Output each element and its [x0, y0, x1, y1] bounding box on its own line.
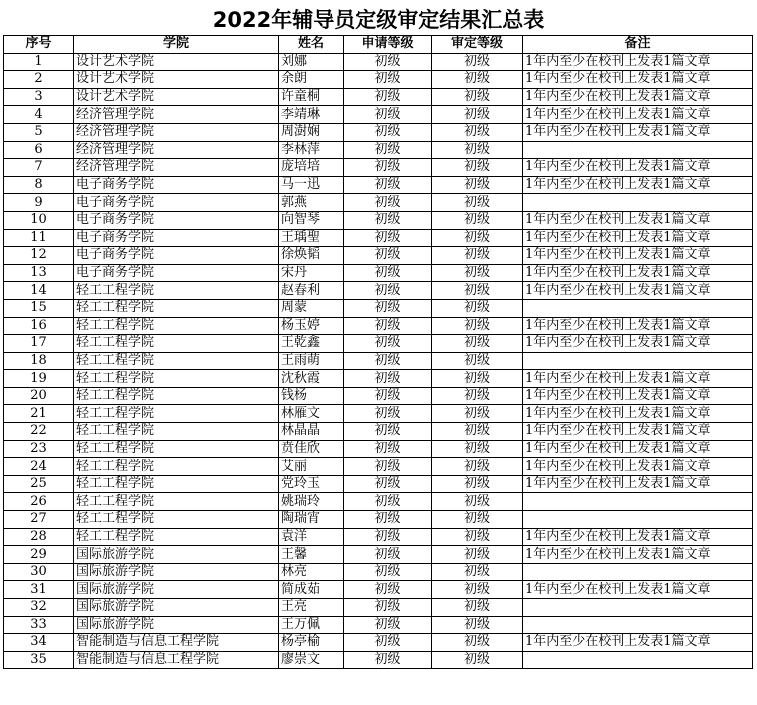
cell-no: 9	[4, 194, 74, 212]
cell-college: 电子商务学院	[74, 211, 279, 229]
table-row	[4, 106, 753, 124]
cell-college: 国际旅游学院	[74, 546, 279, 564]
cell-note	[523, 141, 753, 159]
cell-no: 19	[4, 370, 74, 388]
cell-apply-level: 初级	[344, 176, 432, 194]
cell-name: 姚瑞玲	[279, 493, 344, 511]
cell-note: 1年内至少在校刊上发表1篇文章	[523, 423, 753, 441]
cell-note	[523, 194, 753, 212]
cell-result-level: 初级	[432, 440, 523, 458]
cell-result-level: 初级	[432, 599, 523, 617]
table-row	[4, 563, 753, 581]
cell-apply-level: 初级	[344, 387, 432, 405]
cell-no: 3	[4, 88, 74, 106]
cell-note: 1年内至少在校刊上发表1篇文章	[523, 440, 753, 458]
table-row	[4, 352, 753, 370]
cell-result-level: 初级	[432, 387, 523, 405]
cell-name: 周蒙	[279, 299, 344, 317]
cell-name: 林亮	[279, 563, 344, 581]
cell-name: 简成茹	[279, 581, 344, 599]
cell-apply-level: 初级	[344, 159, 432, 177]
cell-note: 1年内至少在校刊上发表1篇文章	[523, 475, 753, 493]
cell-result-level: 初级	[432, 106, 523, 124]
cell-note: 1年内至少在校刊上发表1篇文章	[523, 264, 753, 282]
cell-result-level: 初级	[432, 335, 523, 353]
cell-no: 6	[4, 141, 74, 159]
cell-no: 12	[4, 247, 74, 265]
table-row	[4, 423, 753, 441]
table-row	[4, 176, 753, 194]
table-row	[4, 616, 753, 634]
cell-note: 1年内至少在校刊上发表1篇文章	[523, 634, 753, 652]
cell-college: 国际旅游学院	[74, 599, 279, 617]
cell-name: 马一迅	[279, 176, 344, 194]
cell-result-level: 初级	[432, 176, 523, 194]
cell-name: 王乾鑫	[279, 335, 344, 353]
cell-college: 国际旅游学院	[74, 581, 279, 599]
cell-result-level: 初级	[432, 53, 523, 71]
cell-result-level: 初级	[432, 88, 523, 106]
cell-college: 国际旅游学院	[74, 563, 279, 581]
cell-apply-level: 初级	[344, 458, 432, 476]
cell-name: 党玲玉	[279, 475, 344, 493]
table-row	[4, 370, 753, 388]
cell-no: 23	[4, 440, 74, 458]
cell-result-level: 初级	[432, 352, 523, 370]
cell-college: 轻工工程学院	[74, 317, 279, 335]
cell-apply-level: 初级	[344, 71, 432, 89]
cell-name: 沈秋霞	[279, 370, 344, 388]
cell-no: 34	[4, 634, 74, 652]
cell-note	[523, 352, 753, 370]
cell-no: 7	[4, 159, 74, 177]
cell-college: 轻工工程学院	[74, 352, 279, 370]
cell-apply-level: 初级	[344, 581, 432, 599]
cell-name: 王亮	[279, 599, 344, 617]
table-row	[4, 528, 753, 546]
cell-result-level: 初级	[432, 282, 523, 300]
cell-result-level: 初级	[432, 651, 523, 669]
cell-college: 轻工工程学院	[74, 528, 279, 546]
cell-apply-level: 初级	[344, 563, 432, 581]
cell-note: 1年内至少在校刊上发表1篇文章	[523, 53, 753, 71]
cell-apply-level: 初级	[344, 475, 432, 493]
cell-college: 电子商务学院	[74, 194, 279, 212]
cell-college: 轻工工程学院	[74, 493, 279, 511]
header-note: 备注	[523, 36, 753, 54]
cell-apply-level: 初级	[344, 423, 432, 441]
table-row	[4, 123, 753, 141]
cell-result-level: 初级	[432, 493, 523, 511]
cell-college: 轻工工程学院	[74, 299, 279, 317]
cell-college: 轻工工程学院	[74, 387, 279, 405]
cell-note: 1年内至少在校刊上发表1篇文章	[523, 317, 753, 335]
table-row	[4, 88, 753, 106]
cell-no: 1	[4, 53, 74, 71]
cell-note: 1年内至少在校刊上发表1篇文章	[523, 211, 753, 229]
cell-apply-level: 初级	[344, 616, 432, 634]
cell-college: 经济管理学院	[74, 141, 279, 159]
cell-apply-level: 初级	[344, 264, 432, 282]
table-row	[4, 247, 753, 265]
cell-apply-level: 初级	[344, 546, 432, 564]
cell-result-level: 初级	[432, 229, 523, 247]
cell-no: 28	[4, 528, 74, 546]
cell-note: 1年内至少在校刊上发表1篇文章	[523, 405, 753, 423]
cell-note: 1年内至少在校刊上发表1篇文章	[523, 229, 753, 247]
table-row	[4, 440, 753, 458]
cell-no: 2	[4, 71, 74, 89]
cell-college: 电子商务学院	[74, 176, 279, 194]
cell-apply-level: 初级	[344, 511, 432, 529]
results-table	[3, 35, 753, 669]
cell-no: 35	[4, 651, 74, 669]
cell-note: 1年内至少在校刊上发表1篇文章	[523, 528, 753, 546]
cell-result-level: 初级	[432, 317, 523, 335]
cell-college: 电子商务学院	[74, 229, 279, 247]
cell-name: 林晶晶	[279, 423, 344, 441]
table-row	[4, 458, 753, 476]
cell-apply-level: 初级	[344, 299, 432, 317]
header-college: 学院	[74, 36, 279, 54]
cell-note: 1年内至少在校刊上发表1篇文章	[523, 71, 753, 89]
cell-college: 轻工工程学院	[74, 282, 279, 300]
cell-note	[523, 563, 753, 581]
cell-note: 1年内至少在校刊上发表1篇文章	[523, 546, 753, 564]
header-name: 姓名	[279, 36, 344, 54]
cell-no: 22	[4, 423, 74, 441]
cell-apply-level: 初级	[344, 352, 432, 370]
table-row	[4, 194, 753, 212]
cell-college: 轻工工程学院	[74, 335, 279, 353]
page-title: 2022年辅导员定级审定结果汇总表	[212, 8, 545, 32]
cell-no: 8	[4, 176, 74, 194]
cell-college: 智能制造与信息工程学院	[74, 634, 279, 652]
cell-apply-level: 初级	[344, 405, 432, 423]
cell-apply-level: 初级	[344, 123, 432, 141]
cell-no: 26	[4, 493, 74, 511]
cell-name: 王万佩	[279, 616, 344, 634]
cell-name: 李靖琳	[279, 106, 344, 124]
cell-college: 经济管理学院	[74, 123, 279, 141]
cell-name: 袁洋	[279, 528, 344, 546]
cell-college: 设计艺术学院	[74, 71, 279, 89]
cell-college: 轻工工程学院	[74, 458, 279, 476]
cell-no: 21	[4, 405, 74, 423]
cell-college: 轻工工程学院	[74, 370, 279, 388]
cell-note: 1年内至少在校刊上发表1篇文章	[523, 282, 753, 300]
cell-apply-level: 初级	[344, 528, 432, 546]
cell-apply-level: 初级	[344, 651, 432, 669]
cell-no: 18	[4, 352, 74, 370]
table-row	[4, 71, 753, 89]
cell-name: 贲佳欣	[279, 440, 344, 458]
cell-no: 5	[4, 123, 74, 141]
table-row	[4, 282, 753, 300]
cell-name: 李林萍	[279, 141, 344, 159]
cell-note: 1年内至少在校刊上发表1篇文章	[523, 335, 753, 353]
cell-note	[523, 651, 753, 669]
cell-no: 29	[4, 546, 74, 564]
cell-result-level: 初级	[432, 423, 523, 441]
cell-apply-level: 初级	[344, 599, 432, 617]
cell-no: 15	[4, 299, 74, 317]
cell-note: 1年内至少在校刊上发表1篇文章	[523, 88, 753, 106]
cell-name: 陶瑞宵	[279, 511, 344, 529]
cell-apply-level: 初级	[344, 370, 432, 388]
cell-no: 32	[4, 599, 74, 617]
cell-note: 1年内至少在校刊上发表1篇文章	[523, 176, 753, 194]
cell-result-level: 初级	[432, 405, 523, 423]
cell-apply-level: 初级	[344, 317, 432, 335]
table-row	[4, 141, 753, 159]
cell-name: 钱杨	[279, 387, 344, 405]
cell-no: 14	[4, 282, 74, 300]
cell-name: 向智琴	[279, 211, 344, 229]
cell-apply-level: 初级	[344, 141, 432, 159]
cell-note: 1年内至少在校刊上发表1篇文章	[523, 458, 753, 476]
table-row	[4, 651, 753, 669]
table-row	[4, 299, 753, 317]
cell-name: 王瑀聖	[279, 229, 344, 247]
cell-result-level: 初级	[432, 299, 523, 317]
cell-no: 20	[4, 387, 74, 405]
cell-result-level: 初级	[432, 563, 523, 581]
table-row	[4, 229, 753, 247]
cell-apply-level: 初级	[344, 440, 432, 458]
cell-name: 许童桐	[279, 88, 344, 106]
table-row	[4, 335, 753, 353]
cell-name: 廖崇文	[279, 651, 344, 669]
cell-name: 余朗	[279, 71, 344, 89]
cell-name: 王馨	[279, 546, 344, 564]
header-result-level: 审定等级	[432, 36, 523, 54]
cell-note: 1年内至少在校刊上发表1篇文章	[523, 387, 753, 405]
cell-apply-level: 初级	[344, 194, 432, 212]
cell-name: 郭燕	[279, 194, 344, 212]
cell-result-level: 初级	[432, 247, 523, 265]
cell-result-level: 初级	[432, 370, 523, 388]
cell-college: 设计艺术学院	[74, 88, 279, 106]
cell-result-level: 初级	[432, 123, 523, 141]
cell-no: 30	[4, 563, 74, 581]
table-row	[4, 599, 753, 617]
cell-result-level: 初级	[432, 546, 523, 564]
cell-college: 轻工工程学院	[74, 475, 279, 493]
table-row	[4, 317, 753, 335]
cell-name: 赵春利	[279, 282, 344, 300]
cell-college: 智能制造与信息工程学院	[74, 651, 279, 669]
cell-result-level: 初级	[432, 616, 523, 634]
cell-result-level: 初级	[432, 475, 523, 493]
cell-name: 杨玉婷	[279, 317, 344, 335]
cell-note: 1年内至少在校刊上发表1篇文章	[523, 247, 753, 265]
cell-note	[523, 599, 753, 617]
cell-no: 11	[4, 229, 74, 247]
cell-apply-level: 初级	[344, 493, 432, 511]
cell-result-level: 初级	[432, 634, 523, 652]
cell-result-level: 初级	[432, 264, 523, 282]
cell-no: 16	[4, 317, 74, 335]
cell-no: 33	[4, 616, 74, 634]
cell-no: 31	[4, 581, 74, 599]
cell-result-level: 初级	[432, 581, 523, 599]
cell-college: 电子商务学院	[74, 247, 279, 265]
cell-no: 17	[4, 335, 74, 353]
table-row	[4, 387, 753, 405]
cell-no: 25	[4, 475, 74, 493]
cell-college: 经济管理学院	[74, 106, 279, 124]
cell-result-level: 初级	[432, 141, 523, 159]
cell-no: 27	[4, 511, 74, 529]
cell-result-level: 初级	[432, 159, 523, 177]
cell-result-level: 初级	[432, 511, 523, 529]
cell-no: 24	[4, 458, 74, 476]
table-header-row	[4, 36, 753, 54]
table-row	[4, 511, 753, 529]
cell-name: 王雨萌	[279, 352, 344, 370]
table-row	[4, 581, 753, 599]
cell-apply-level: 初级	[344, 229, 432, 247]
cell-college: 轻工工程学院	[74, 423, 279, 441]
cell-result-level: 初级	[432, 211, 523, 229]
cell-note: 1年内至少在校刊上发表1篇文章	[523, 581, 753, 599]
cell-note	[523, 493, 753, 511]
cell-apply-level: 初级	[344, 247, 432, 265]
cell-note: 1年内至少在校刊上发表1篇文章	[523, 123, 753, 141]
cell-apply-level: 初级	[344, 88, 432, 106]
cell-note	[523, 616, 753, 634]
cell-result-level: 初级	[432, 194, 523, 212]
cell-result-level: 初级	[432, 71, 523, 89]
table-row	[4, 493, 753, 511]
cell-college: 经济管理学院	[74, 159, 279, 177]
cell-name: 宋丹	[279, 264, 344, 282]
cell-apply-level: 初级	[344, 282, 432, 300]
cell-name: 杨亭榆	[279, 634, 344, 652]
table-row	[4, 546, 753, 564]
table-row	[4, 405, 753, 423]
table-row	[4, 159, 753, 177]
header-apply-level: 申请等级	[344, 36, 432, 54]
cell-college: 轻工工程学院	[74, 405, 279, 423]
cell-apply-level: 初级	[344, 335, 432, 353]
cell-name: 周澍娴	[279, 123, 344, 141]
table-row	[4, 475, 753, 493]
cell-apply-level: 初级	[344, 53, 432, 71]
cell-college: 国际旅游学院	[74, 616, 279, 634]
header-no: 序号	[4, 36, 74, 54]
cell-note: 1年内至少在校刊上发表1篇文章	[523, 159, 753, 177]
cell-name: 庞培培	[279, 159, 344, 177]
cell-college: 轻工工程学院	[74, 440, 279, 458]
cell-apply-level: 初级	[344, 106, 432, 124]
cell-college: 电子商务学院	[74, 264, 279, 282]
cell-no: 13	[4, 264, 74, 282]
cell-note: 1年内至少在校刊上发表1篇文章	[523, 106, 753, 124]
cell-college: 轻工工程学院	[74, 511, 279, 529]
cell-name: 林雁文	[279, 405, 344, 423]
cell-name: 徐焕韬	[279, 247, 344, 265]
cell-result-level: 初级	[432, 528, 523, 546]
table-row	[4, 634, 753, 652]
cell-name: 艾丽	[279, 458, 344, 476]
cell-note: 1年内至少在校刊上发表1篇文章	[523, 370, 753, 388]
cell-apply-level: 初级	[344, 211, 432, 229]
cell-result-level: 初级	[432, 458, 523, 476]
cell-no: 10	[4, 211, 74, 229]
cell-note	[523, 299, 753, 317]
cell-no: 4	[4, 106, 74, 124]
cell-note	[523, 511, 753, 529]
cell-apply-level: 初级	[344, 634, 432, 652]
table-row	[4, 53, 753, 71]
table-row	[4, 211, 753, 229]
cell-name: 刘娜	[279, 53, 344, 71]
cell-college: 设计艺术学院	[74, 53, 279, 71]
table-row	[4, 264, 753, 282]
